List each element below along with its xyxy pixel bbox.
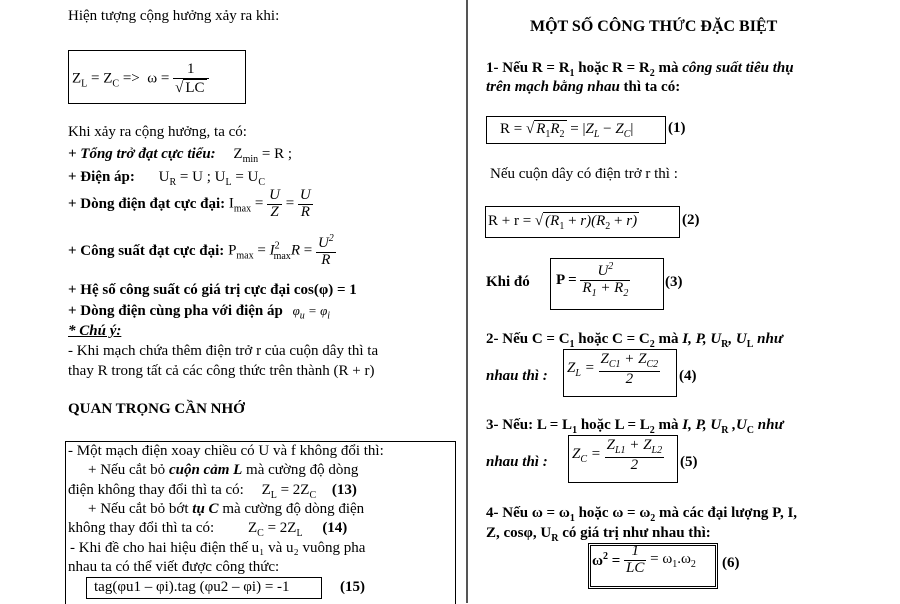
box-line1: - Một mạch điện xoay chiều có U và f không đổi thì: (68, 443, 384, 459)
formula-3-number: (3) (665, 274, 683, 290)
formula-5-number: (5) (680, 454, 698, 470)
box-line3: điện không thay đổi thì ta có: $Z_L = 2Z_C$ (13) (68, 482, 357, 501)
chu-y-heading: * Chú ý: (68, 323, 122, 339)
column-divider (466, 0, 468, 603)
tag-formula: tag(φu1 – φi).tag (φu2 – φi) = -1 (94, 579, 290, 595)
s3-line2: nhau thì : (486, 454, 548, 470)
box-line5: không thay đổi thì ta có: $Z_C = 2Z_L$ (14) (68, 520, 348, 539)
s1-line1: 1- Nếu $R = R_1$ hoặc $R = R_2$ mà công suất tiêu thụ (486, 60, 794, 79)
formula-2-number: (2) (682, 212, 700, 228)
khi-do: Khi đó (486, 274, 530, 290)
intro-text: Hiện tượng cộng hưởng xảy ra khi: (68, 8, 280, 24)
formula-2: R + r = √ $(R_1 + r)(R_2 + r)$ (488, 213, 638, 232)
formula-3: P = $\frac{U^2}{R_1 + R_2}$ (556, 261, 629, 299)
formula-6-number: (6) (722, 555, 740, 571)
intro-line (68, 8, 279, 25)
chu-y-line2: thay R trong tất cả các công thức trên thành (R + r) (68, 363, 375, 379)
formula-1-number: (1) (668, 120, 686, 136)
formula-4: $Z_L$ = $\frac{Z_{C1} + Z_{C2}}{2}$ (567, 351, 659, 387)
s3-line1: 3- Nếu: $L = L_1$ hoặc $L = L_2$ mà I, P, $U_R$ $,U_C$ như (486, 417, 784, 436)
box-line4: + Nếu cắt bỏ bớt tụ C mà cường độ dòng điện (88, 501, 365, 517)
s1-line2: trên mạch bằng nhau thì ta có: (486, 79, 681, 95)
cung-pha-line: + Dòng điện cùng pha với điện áp $\varphi_u = \varphi_i$ (68, 303, 331, 322)
s2-line2: nhau thì : (486, 368, 548, 384)
dien-ap-line: + Điện áp: $U_R = U$ ; $U_L = U_C$ (68, 169, 266, 188)
box-line2: + Nếu cắt bỏ cuộn cảm L mà cường độ dòng (88, 462, 359, 478)
tag-formula-number: (15) (340, 579, 365, 595)
formula-6: $\omega^2$ = $\frac{1}{LC}$ = $\omega_1.\omega_2$ (592, 543, 696, 576)
khi-xay-ra: Khi xảy ra cộng hưởng, ta có: (68, 124, 247, 140)
formula-5: $Z_C$ = $\frac{Z_{L1} + Z_{L2}}{2}$ (572, 437, 663, 473)
quan-trong-heading: QUAN TRỌNG CẦN NHỚ (68, 401, 245, 417)
cong-suat-line: + Công suất đạt cực đại: $P_{max} = I^2_{max}R$ = $\frac{U^2}{R}$ (68, 233, 334, 268)
formula-4-number: (4) (679, 368, 697, 384)
tong-tro-line: + Tổng trở đạt cực tiểu: $Z_{min} = R$ ; (68, 146, 293, 165)
resonance-formula: $Z_L = Z_C => \omega$ = $\frac{1}{√ LC}$ (72, 62, 209, 97)
s4-line2: Z, cosφ, $U_R$ có giá trị như nhau thì: (486, 525, 711, 544)
formula-1: R = √ $R_1R_2 = |Z_L - Z_C|$ (500, 121, 634, 140)
he-so-line: + Hệ số công suất có giá trị cực đại cos(φ) = 1 (68, 282, 357, 298)
box-line6: - Khi đề cho hai hiệu điện thế u₁ và u₂ vuông pha (70, 540, 366, 556)
box-line7: nhau ta có thể viết được công thức: (68, 559, 280, 575)
right-title: MỘT SỐ CÔNG THỨC ĐẶC BIỆT (530, 18, 778, 35)
s2-line1: 2- Nếu $C = C_1$ hoặc $C = C_2$ mà I, P, $U_R$, $U_L$ như (486, 331, 783, 350)
cuon-day-line: Nếu cuộn dây có điện trở r thì : (490, 166, 678, 182)
chu-y-line1: - Khi mạch chứa thêm điện trở r của cuộn dây thì ta (68, 343, 379, 359)
dong-dien-line: + Dòng điện đạt cực đại: $I_{max}$ = $\frac{U}{Z}$ = $\frac{U}{R}$ (68, 187, 311, 220)
s4-line1: 4- Nếu $\omega = \omega_1$ hoặc $\omega = \omega_2$ mà các đại lượng P, I, (486, 505, 798, 524)
